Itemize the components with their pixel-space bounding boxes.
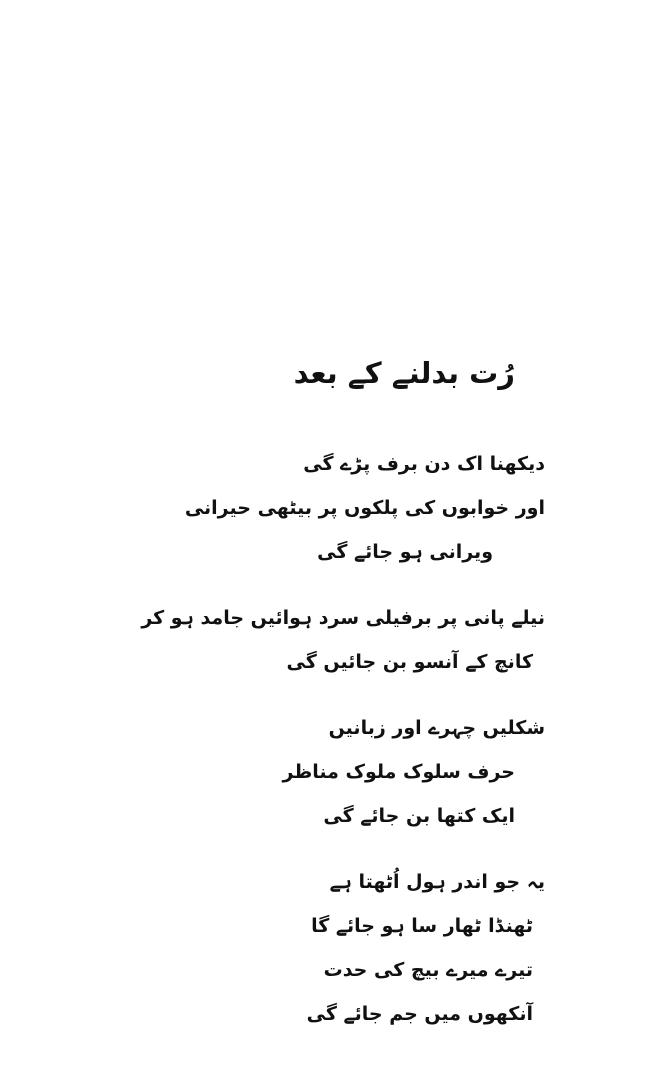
poem-line: دیکھنا اک دن برف پڑے گی	[303, 453, 545, 475]
poem-line: کانچ کے آنسو بن جائیں گی	[286, 651, 533, 673]
stanza-4	[200, 860, 545, 1036]
poem-line: یہ جو اندر ہول اُٹھتا ہے	[329, 871, 545, 893]
poem-line: تیرے میرے بیچ کی حدت	[323, 959, 533, 981]
stanza-3	[200, 706, 545, 838]
poem-line: ایک کتھا بن جائے گی	[323, 805, 515, 827]
poem-line: حرف سلوک ملوک مناظر	[282, 761, 515, 783]
poem-title: رُت بدلنے کے بعد	[293, 356, 515, 390]
poem-line: ویرانی ہو جائے گی	[317, 541, 493, 563]
stanza-1	[184, 442, 545, 574]
poem-line: آنکھوں میں جم جائے گی	[306, 1003, 533, 1025]
poem-line: شکلیں چہرے اور زبانیں	[328, 717, 545, 739]
poem-line: ٹھنڈا ٹھار سا ہو جائے گا	[311, 915, 533, 937]
poem-line: اور خوابوں کی پلکوں پر بیٹھی حیرانی	[184, 497, 545, 519]
poem	[141, 352, 545, 1058]
poem-line: نیلے پانی پر برفیلی سرد ہوائیں جامد ہو کر	[141, 607, 545, 629]
stanza-2	[141, 596, 545, 684]
